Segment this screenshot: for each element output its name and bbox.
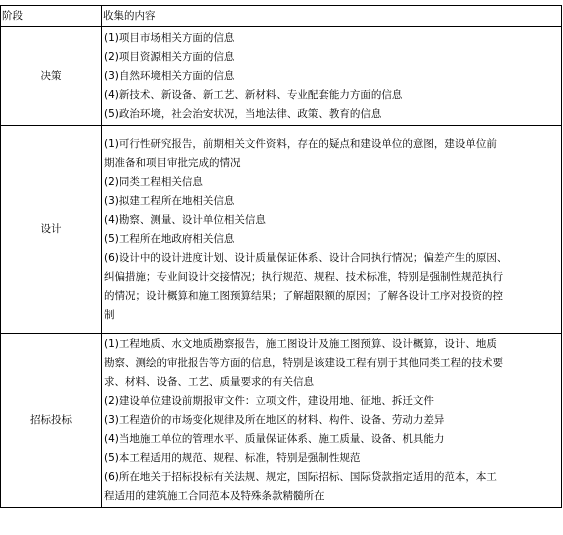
item-line: 制 [104, 308, 115, 321]
item-line: 期准备和项目审批完成的情况 [104, 156, 241, 169]
list-item [104, 173, 560, 192]
header-content: 收集的内容 [102, 6, 562, 27]
item-line: (3)自然环境相关方面的信息 [104, 69, 235, 82]
item-line: (5)工程所在地政府相关信息 [104, 232, 235, 245]
item-line: (1)可行性研究报告，前期相关文件资料，存在的疑点和建设单位的意图，建设单位前 [104, 137, 497, 150]
list-item [104, 449, 560, 468]
item-line: (4)当地施工单位的管理水平、质量保证体系、施工质量、设备、机具能力 [104, 433, 445, 445]
list-item [104, 86, 560, 105]
list-item [104, 67, 560, 86]
item-line: (4)新技术、新设备、新工艺、新材料、专业配套能力方面的信息 [104, 88, 403, 101]
stage-cell-bidding: 招标投标 [1, 334, 102, 508]
list-item [104, 48, 560, 67]
item-line: (2)同类工程相关信息 [104, 175, 203, 188]
item-line: (6)所在地关于招标投标有关法规、规定，国际招标、国际贷款指定适用的范本，本工 [104, 471, 497, 483]
content-cell-bidding [102, 334, 562, 508]
header-stage: 阶段 [1, 6, 102, 27]
content-cell-design [102, 126, 562, 334]
item-line: (4)勘察、测量、设计单位相关信息 [104, 213, 266, 226]
item-line: 的情况；设计概算和施工图预算结果；了解超限额的原因；了解各设计工序对投资的控 [104, 289, 503, 302]
item-line: (1)项目市场相关方面的信息 [104, 31, 235, 44]
item-line: (1)工程地质、水文地质勘察报告，施工图设计及施工图预算、设计概算，设计、地质 [104, 338, 497, 350]
list-item [104, 335, 560, 392]
item-line: (2)项目资源相关方面的信息 [104, 50, 235, 63]
list-item [104, 192, 560, 211]
list-item [104, 29, 560, 48]
item-line: 勘察、测绘的审批报告等方面的信息，特别是该建设工程有别于其他同类工程的技术要 [104, 357, 503, 369]
item-line: (2)建设单位建设前期报审文件：立项文件，建设用地、征地、拆迁文件 [104, 395, 434, 407]
list-item [104, 430, 560, 449]
list-item [104, 230, 560, 249]
table-row [1, 27, 562, 126]
item-line: 求、材料、设备、工艺、质量要求的有关信息 [104, 376, 314, 388]
table-row [1, 334, 562, 508]
item-line: 纠偏措施；专业间设计交接情况；执行规范、规程、技术标准，特别是强制性规范执行 [104, 270, 503, 283]
list-item [104, 249, 560, 325]
list-item [104, 135, 560, 173]
item-line: (5)政治环境，社会治安状况，当地法律、政策、教育的信息 [104, 107, 382, 120]
list-item [104, 411, 560, 430]
item-line: 程适用的建筑施工合同范本及特殊条款精髓所在 [104, 490, 325, 502]
list-item [104, 105, 560, 124]
item-line: (6)设计中的设计进度计划、设计质量保证体系、设计合同执行情况；偏差产生的原因、 [104, 251, 508, 264]
table-header-row [1, 6, 562, 27]
item-line: (3)拟建工程所在地相关信息 [104, 194, 235, 207]
info-collection-table [0, 5, 562, 508]
list-item [104, 468, 560, 506]
table-row [1, 126, 562, 334]
item-line: (5)本工程适用的规范、规程、标准，特别是强制性规范 [104, 452, 361, 464]
stage-cell-decision: 决策 [1, 27, 102, 126]
content-cell-decision [102, 27, 562, 126]
list-item [104, 392, 560, 411]
list-item [104, 211, 560, 230]
stage-cell-design: 设计 [1, 126, 102, 334]
item-line: (3)工程造价的市场变化规律及所在地区的材料、构件、设备、劳动力差异 [104, 414, 445, 426]
